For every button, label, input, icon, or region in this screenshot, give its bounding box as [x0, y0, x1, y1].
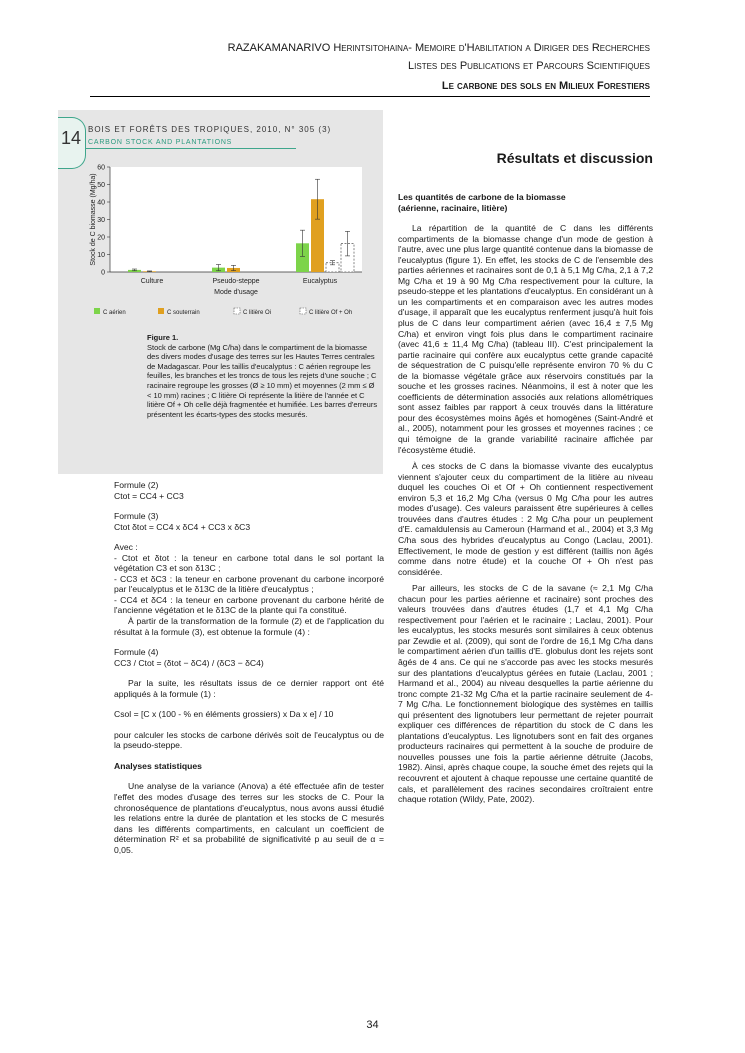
formula4: CC3 / Ctot = (δtot − δC4) / (δC3 − δC4): [114, 657, 264, 668]
avec-label: Avec :: [114, 542, 138, 553]
journal-header: BOIS ET FORÊTS DES TROPIQUES, 2010, N° 305 (3): [88, 125, 332, 134]
legend-swatch: [158, 308, 164, 314]
left-column: [114, 480, 384, 855]
right-column: [398, 192, 653, 805]
inset-page-tab: [58, 117, 86, 169]
paragraph-1: À partir de la transformation de la formule (2) et de l'application du résultat à la formule (3), est obtenue la formule (4) :: [114, 616, 384, 637]
legend-label: C litière Of + Oh: [309, 310, 353, 316]
y-tick-label: 40: [97, 199, 105, 207]
formula4-title: Formule (4): [114, 647, 159, 658]
legend-swatch: [300, 308, 306, 314]
paragraph-3: pour calculer les stocks de carbone dérivés soit de l'eucalyptus ou de la pseudo-steppe.: [114, 729, 384, 751]
category-label: Pseudo-steppe: [212, 278, 260, 285]
category-label: Eucalyptus: [302, 278, 338, 285]
results-paragraph-1: La répartition de la quantité de C dans les différents compartiments de la biomasse change d'un mode de gestion à l'autre, avec une plus large quantité contenue dans la biomasse de l'eucalyptus (figure 1). En effet, les stocks de C de l'ensemble des parties aériennes et racinaires sont de 0,1 à 5,1 Mg C/ha, 2,1 à 7,2 Mg C/ha et 19 à 90 Mg C/ha respectivement pour la culture, la pseudo-steppe et les plantations d'eucalyptus. En considérant un à un les compartiments et en comparaison avec les autres modes d'usage, il apparaît que les eucalyptus renferment jusqu'à huit fois plus de C dans leur compartiment aérien (avec 16,4 ± 7,5 Mg C/ha) et environ vingt fois plus dans le compartiment racinaire (avec 41,6 ± 11,4 Mg C/ha) (tableau III). C'est principalement la partie racinaire qui confère aux eucalyptus cette grande capacité de séquestration de C puisqu'elle représente environ 70 % du C de la biomasse végétale grâce aux réservoirs constitués par la souche et les grosses racines. Néanmoins, il est à noter que les coefficients de détermination associés aux relations allométriques sont assez faibles par rapport à ceux trouvés dans la littérature pour des écosystèmes moins âgés et homogènes (Saint-André et al., 2005), notamment pour les grosses et moyennes racines ; ce qui témoigne de la grande variabilité racinaire affichée par l'écosystème étudié.: [398, 223, 653, 455]
section-label: CARBON STOCK AND PLANTATIONS: [88, 139, 233, 146]
results-title: Résultats et discussion: [496, 150, 653, 166]
subheading-2: (aérienne, racinaire, litière): [398, 202, 508, 213]
legend-label: C aérien: [103, 310, 126, 316]
results-paragraph-3: Par ailleurs, les stocks de C de la savane (≈ 2,1 Mg C/ha chacun pour les parties aérienne et racinaire) sont proches des valeurs trouvées dans d'autres études (1,7 et 4,1 Mg C/ha respectivement pour l'aérien et le racinaire ; Laclau, 2001). Pour les eucalyptus, les stocks mesurés sont similaires à ceux obtenus par Zewdie et al. (2009), qui sont de l'ordre de 16,1 Mg C/ha dans le compartiment aérien d'un taillis d'E. globulus dont les rejets sont âgés de 4 ans. Ce qui ne s'accorde pas avec les stocks mesurés sur des plantations d'eucalyptus gérées en futaie (Laclau, 2001 ; Harmand et al., 2004) au niveau desquelles la partie aérienne du tronc compte 21-32 Mg C/ha et la partie racinaire seulement de 4-7 Mg C/ha. Le fonctionnement biologique des systèmes en taillis qui présentent des lignotubers leur permettant de rejeter pourrait expliquer ces différences de répartition du stock de C dans les plantations d'eucalyptus. Les lignotubers sont en fait des organes producteurs racinaires qui permettent à la souche de produire de nouvelles pousses une fois la partie aérienne détruite (Jacobs, 1982). Ainsi, après chaque coupe, la souche émet des rejets qui la recouvrent et ajoutent à chaque repousse une certaine quantité de cals, et parallèlement des racines secondaires croîtraient entre chaque rotation (Wildy, Pate, 2002).: [398, 583, 653, 805]
section-rule: [86, 148, 296, 149]
y-tick-label: 30: [97, 217, 105, 224]
y-axis-label: Stock de C biomasse (Mg/ha): [90, 173, 97, 266]
bullet-2: - CC3 et δC3 : la teneur en carbone provenant du carbone incorporé par l'eucalyptus et le δ13C de la litière d'eucalyptus ;: [114, 573, 384, 595]
header-rule: [90, 96, 650, 97]
formula3-title: Formule (3): [114, 511, 159, 522]
subheading-1: Les quantités de carbone de la biomasse: [398, 192, 566, 202]
legend-swatch: [94, 308, 100, 314]
figure-text: Stock de carbone (Mg C/ha) dans le compartiment de la biomasse des divers modes d'usage des terres sur les Hautes Terres centrales de Madagascar. Pour les taillis d'eucalyptus : C aérien regroupe les feuilles, les branches et les troncs de tous les rejets d'une souche ; C racinaire regroupe les grosses (Ø ≥ 10 mm) et moyennes (2 mm ≤ Ø < 10 mm) racines ; C litière Oi représente la litière de l'année et C litière Of + Oh celle déjà fragmentée et humifiée. Les barres d'erreurs présentent les écarts-types des stocks mesurés.: [147, 342, 378, 419]
header-chapter: Le carbone des sols en Milieux Forestiers: [441, 80, 650, 92]
y-tick-label: 20: [97, 234, 105, 242]
plot-area: [110, 167, 362, 272]
stats-heading: Analyses statistiques: [114, 760, 202, 771]
y-tick-label: 50: [97, 182, 105, 189]
figure-caption: [147, 333, 379, 419]
page-number: 34: [366, 1019, 379, 1031]
bullet-3: - CC4 et δC4 : la teneur en carbone provenant du carbone hérité de l'ancienne végétation et le δ13C de la plante qui l'a constitué.: [114, 594, 384, 616]
figure-title: Figure 1.: [147, 333, 179, 342]
formula2: Ctot = CC4 + CC3: [114, 490, 184, 501]
legend-swatch: [234, 308, 240, 314]
legend-label: C litière Oi: [243, 310, 272, 316]
header-subtitle: Listes des Publications et Parcours Scientifiques: [408, 60, 650, 72]
inset-page-number: 14: [61, 128, 82, 148]
results-paragraph-2: À ces stocks de C dans la biomasse vivante des eucalyptus viennent s'ajouter ceux du compartiment de la litière au niveau duquel les couches Oi et Of + Oh contiennent respectivement environ 5,3 et 16,2 Mg C/ha (versus 0 Mg C/ha pour les autres modes d'usage). Ces valeurs paraissent être supérieures à celles trouvées dans d'autres études : 2 Mg C/ha pour un peuplement d'E. camaldulensis au Cameroun (Harmand et al., 2004) et 3,3 Mg C/ha sous des hybrides d'eucalyptus au Congo (Laclau, 2001). Effectivement, le mode de gestion y est différent (taillis non âgés comme dans notre étude) et la couche Of + Oh n'est pas considérée.: [398, 461, 653, 577]
y-tick-label: 0: [101, 269, 105, 277]
header-title: RAZAKAMANARIVO Herintsitohaina- Memoire d'Habilitation a Diriger des Recherches: [227, 42, 650, 54]
bullet-1: - Ctot et δtot : la teneur en carbone total dans le sol portant la végétation C3 et son δ13C ;: [114, 552, 384, 574]
paragraph-4: Une analyse de la variance (Anova) a été effectuée afin de tester l'effet des modes d'usage des terres sur les stocks de C. Pour la chronoséquence de plantations d'eucalyptus, nous avons aussi étudié les relations entre la durée de plantation et les stocks de C mesurés dans les différents compartiments, en calculant un coefficient de détermination R² et sa probabilité de significativité p au seuil de α = 0,05.: [114, 781, 384, 855]
y-tick-label: 60: [97, 164, 105, 172]
formula2-title: Formule (2): [114, 480, 159, 490]
legend-label: C souterrain: [167, 310, 200, 316]
category-label: Culture: [140, 278, 164, 285]
biomass-chart: [86, 155, 376, 330]
x-axis-label: Mode d'usage: [214, 289, 258, 296]
formula3: Ctot δtot = CC4 x δC4 + CC3 x δC3: [114, 521, 251, 532]
formula1: Csol = [C x (100 - % en éléments grossiers) x Da x e] / 10: [114, 709, 334, 720]
y-tick-label: 10: [97, 252, 105, 259]
paragraph-2: Par la suite, les résultats issus de ce dernier rapport ont été appliqués à la formule (1) :: [114, 678, 384, 699]
